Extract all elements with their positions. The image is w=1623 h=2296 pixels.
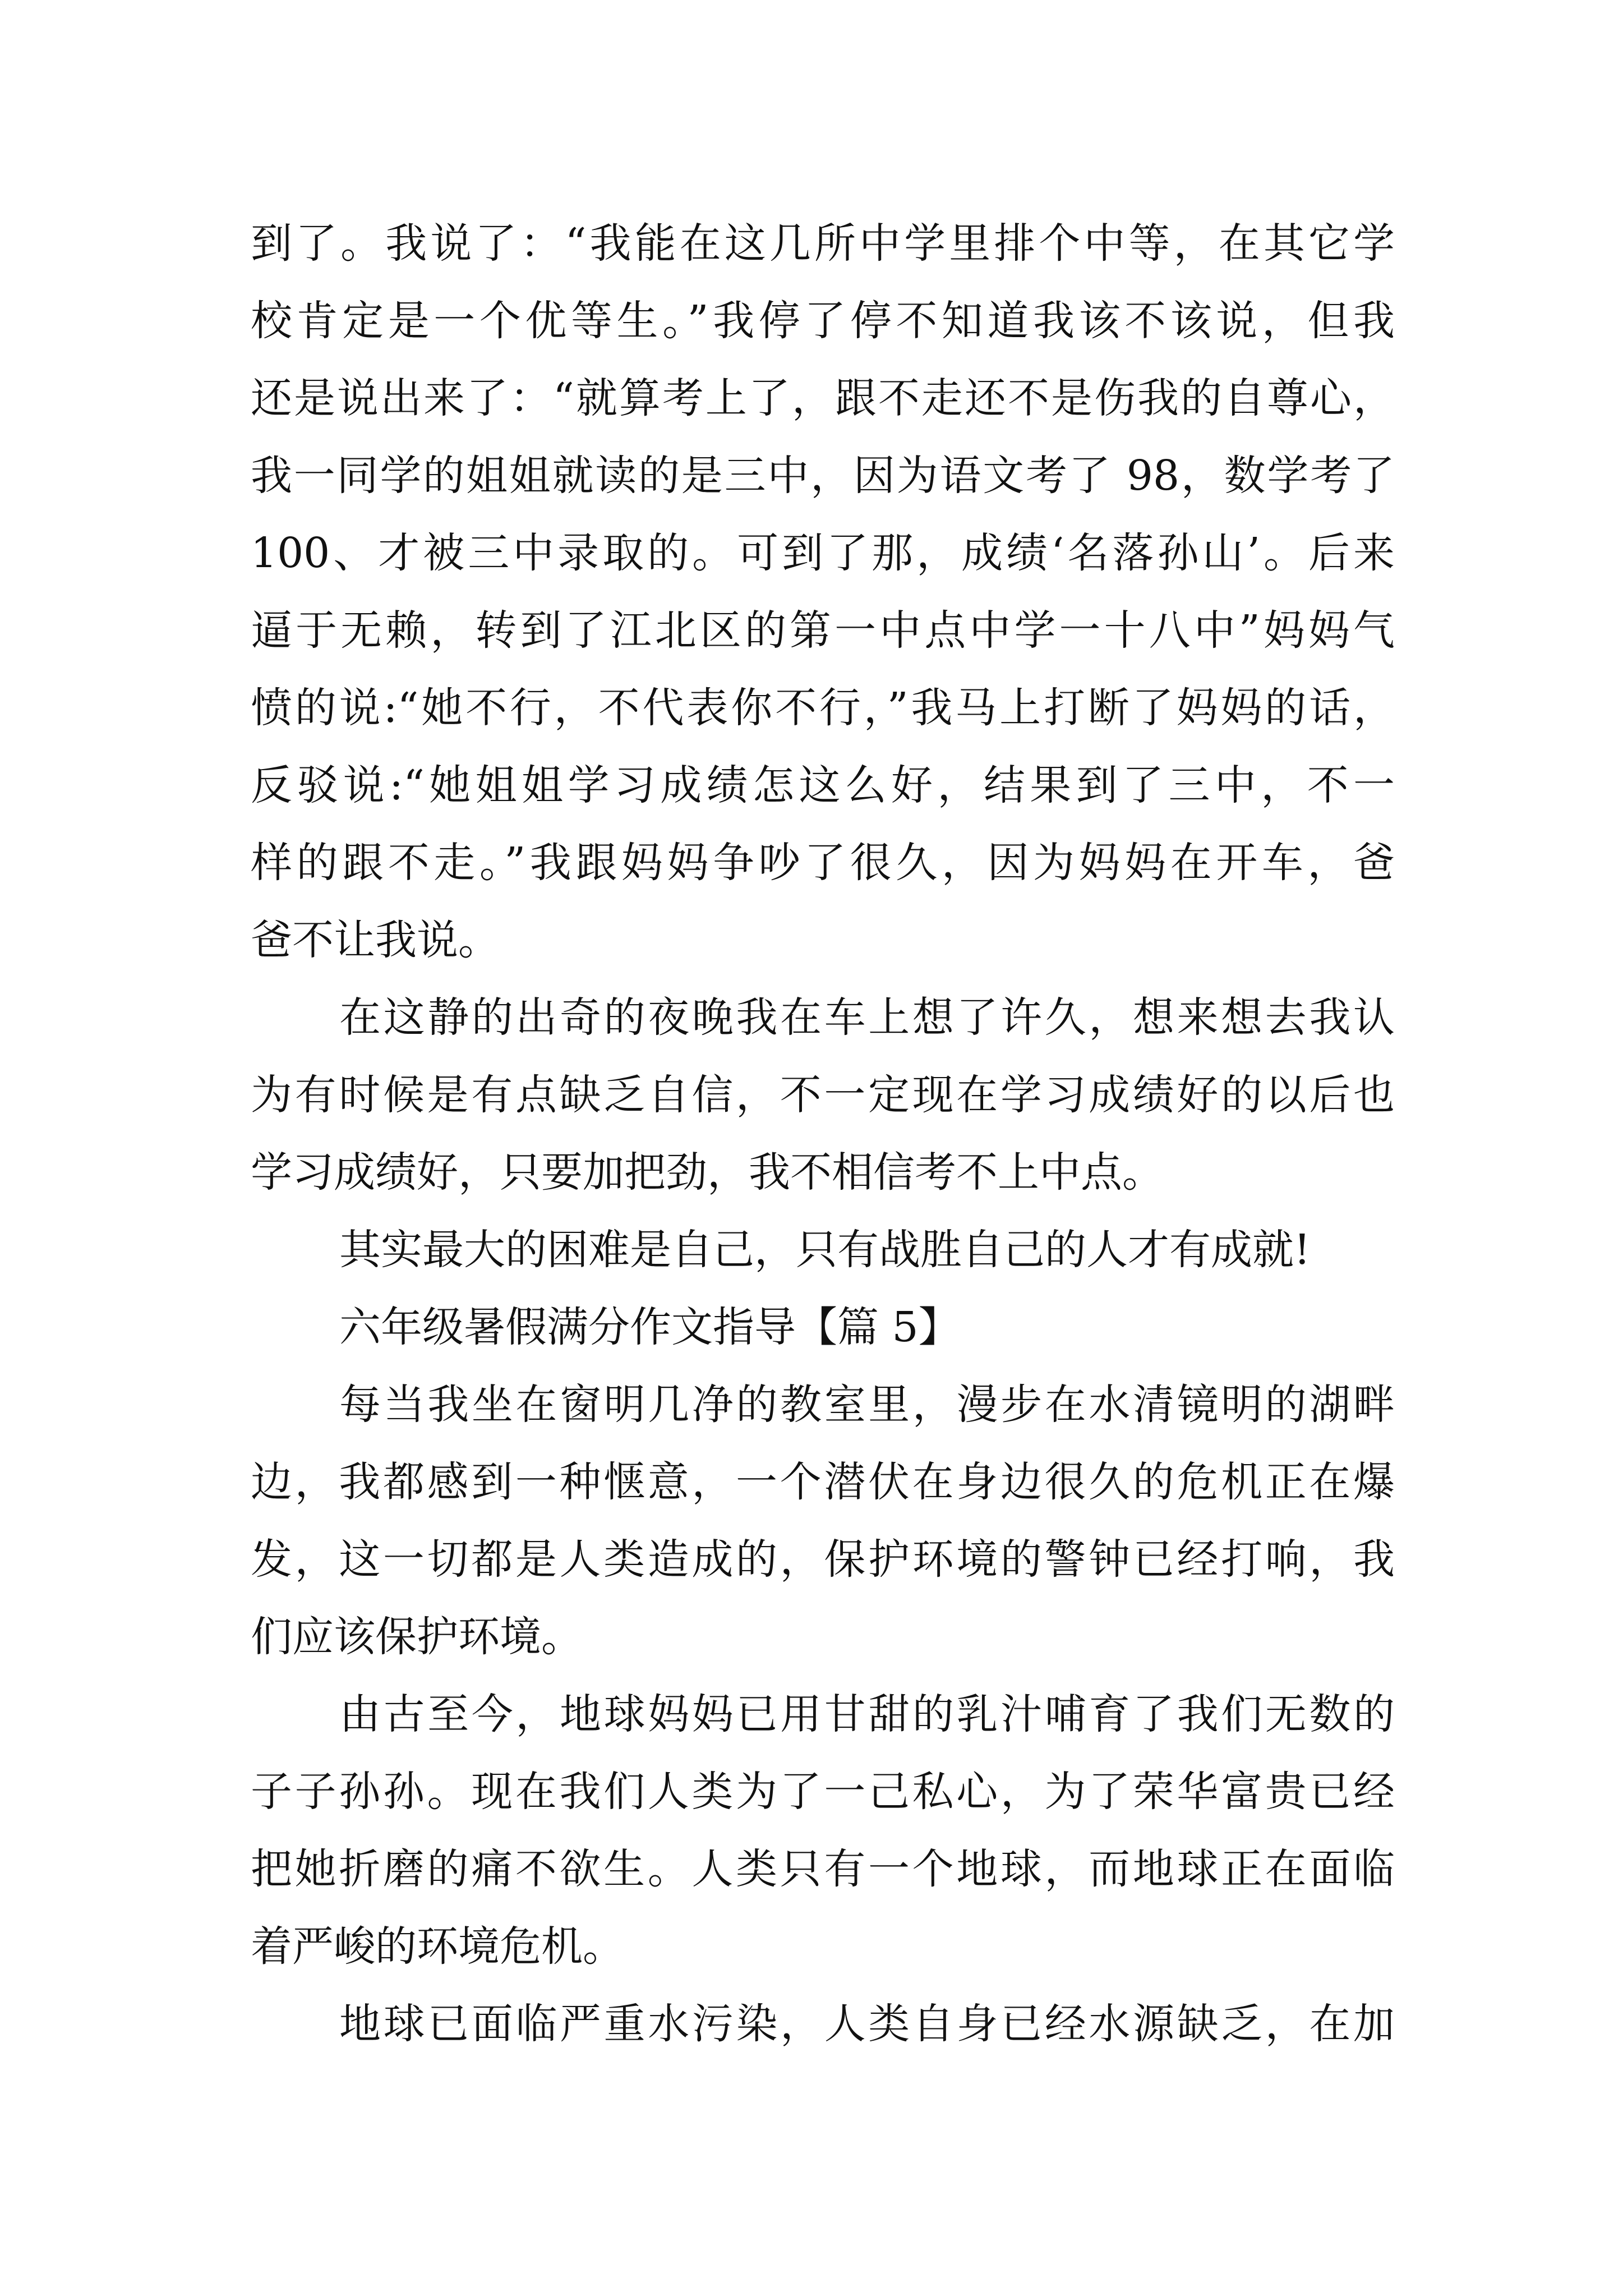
text-line: 反驳说:“她姐姐学习成绩怎这么好，结果到了三中，不一 (251, 761, 1395, 809)
text-line: 每当我坐在窗明几净的教室里，漫步在水清镜明的湖畔 (339, 1381, 1395, 1429)
text-line: 着严峻的环境危机。 (251, 1922, 624, 1971)
text-line: 还是说出来了：“就算考上了，跟不走还不是伤我的自尊心， (251, 374, 1395, 422)
text-line: 由古至今，地球妈妈已用甘甜的乳汁哺育了我们无数的 (339, 1690, 1395, 1738)
text-line: 地球已面临严重水污染，人类自身已经水源缺乏，在加 (339, 2000, 1395, 2048)
text-line: 们应该保护环境。 (251, 1613, 583, 1661)
text-line: 为有时候是有点缺乏自信，不一定现在学习成绩好的以后也 (251, 1071, 1395, 1119)
text-line: 其实最大的困难是自己，只有战胜自己的人才有成就! (339, 1226, 1311, 1274)
text-line: 在这静的出奇的夜晚我在车上想了许久，想来想去我认 (339, 993, 1395, 1042)
section-heading (251, 1289, 1395, 1366)
text-line: 学习成绩好，只要加把劲，我不相信考不上中点。 (251, 1148, 1164, 1197)
paragraph (251, 1366, 1395, 1676)
text-line: 爸不让我说。 (251, 916, 500, 964)
text-line: 100、才被三中录取的。可到了那，成绩‘名落孙山’。后来 (251, 529, 1395, 577)
text-line: 样的跟不走。”我跟妈妈争吵了很久，因为妈妈在开车，爸 (251, 839, 1395, 887)
text-line: 我一同学的姐姐就读的是三中，因为语文考了 98，数学考了 (251, 452, 1395, 500)
document-page (251, 205, 1395, 2063)
paragraph (251, 1985, 1395, 2063)
text-line: 把她折磨的痛不欲生。人类只有一个地球，而地球正在面临 (251, 1845, 1395, 1893)
text-line: 校肯定是一个优等生。”我停了停不知道我该不该说，但我 (251, 297, 1395, 345)
paragraph (251, 1676, 1395, 1985)
paragraph (251, 1211, 1395, 1289)
paragraph (251, 979, 1395, 1211)
text-line: 愤的说:“她不行，不代表你不行，”我马上打断了妈妈的话， (251, 684, 1395, 732)
paragraph (251, 205, 1395, 979)
text-line: 发，这一切都是人类造成的，保护环境的警钟已经打响，我 (251, 1535, 1395, 1584)
text-line: 到了。我说了：“我能在这几所中学里排个中等，在其它学 (251, 219, 1395, 268)
text-line: 边，我都感到一种惬意，一个潜伏在身边很久的危机正在爆 (251, 1458, 1395, 1506)
text-line: 子子孙孙。现在我们人类为了一己私心，为了荣华富贵已经 (251, 1768, 1395, 1816)
section-heading-text: 六年级暑假满分作文指导【篇 5】 (339, 1303, 960, 1351)
text-line: 逼于无赖，转到了江北区的第一中点中学一十八中”妈妈气 (251, 606, 1395, 655)
